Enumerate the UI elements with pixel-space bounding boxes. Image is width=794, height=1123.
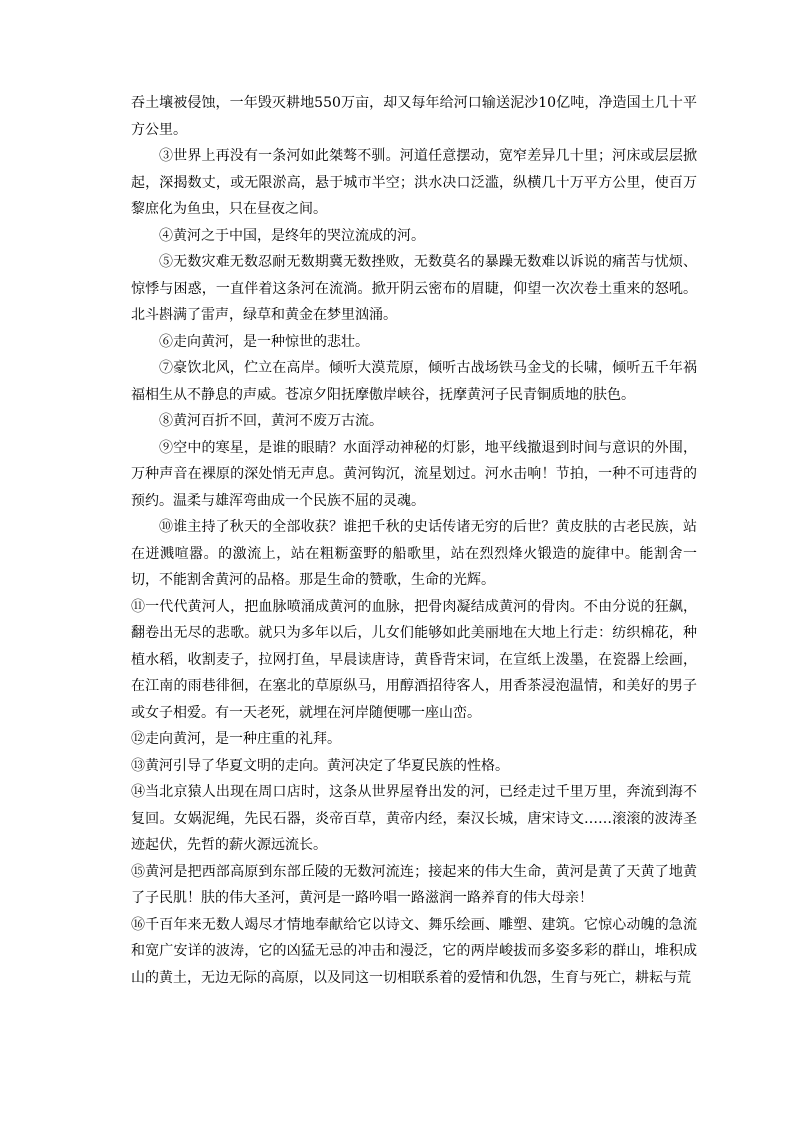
- paragraph-4: ④黄河之于中国，是终年的哭泣流成的河。: [159, 227, 425, 244]
- paragraph-1: 吞土壤被侵蚀，一年毁灭耕地550万亩，却又每年给河口输送泥沙10亿吨，净造国土几十平方公里。: [131, 95, 697, 138]
- paragraph-14: ⑭当北京猿人出现在周口店时，这条从世界屋脊出发的河，已经走过千里万里，奔流到海不复回。女娲泥绳，先民石器，炎帝百草，黄帝内经，秦汉长城，唐宋诗文……滚滚的波涛圣迹起伏，先哲的薪火源远流长。: [131, 784, 697, 853]
- paragraph-6: ⑥走向黄河，是一种惊世的悲壮。: [159, 333, 369, 350]
- paragraph-13: ⑬黄河引导了华夏文明的走向。黄河决定了华夏民族的性格。: [131, 757, 509, 774]
- paragraph-10: ⑩谁主持了秋天的全部收获？谁把千秋的史话传诸无穷的后世？黄皮肤的古老民族，站在迸溅喧嚣。的激流上，站在粗粝蛮野的船歌里，站在烈烈烽火锻造的旋律中。能割舍一切，不能割舍黄河的品格。那是生命的赞歌，生命的光辉。: [131, 519, 697, 588]
- paragraph-3: ③世界上再没有一条河如此桀骜不驯。河道任意摆动，宽窄差异几十里；河床或层层掀起，深揭数丈，或无限淤高，悬于城市半空；洪水决口泛滥，纵横几十万平方公里，使百万黎庶化为鱼虫，只在昼夜之间。: [131, 148, 697, 217]
- paragraph-9: ⑨空中的寒星，是谁的眼睛？水面浮动神秘的灯影，地平线撤退到时间与意识的外围，万种声音在裸原的深处悄无声息。黄河钩沉，流星划过。河水击响！节拍，一种不可违背的预约。温柔与雄浑弯曲成一个民族不屈的灵魂。: [131, 439, 697, 509]
- paragraph-8: ⑧黄河百折不回，黄河不废万古流。: [159, 413, 383, 429]
- paragraph-16: ⑯千百年来无数人竭尽才情地奉献给它以诗文、舞乐绘画、雕塑、建筑。它惊心动魄的急流和宽广安详的波涛，它的凶猛无忌的冲击和漫泛，它的两岸峻拔而多姿多彩的群山，堆积成山的黄土，无边无际的高原，以及同这一切相联系着的爱情和仇怨，生育与死亡，耕耘与荒: [131, 916, 697, 986]
- paragraph-15: ⑮黄河是把西部高原到东部丘陵的无数河流连；接起来的伟大生命，黄河是黄了天黄了地黄了子民肌！肤的伟大圣河，黄河是一路吟唱一路滋润一路养育的伟大母亲！: [131, 863, 697, 906]
- paragraph-7: ⑦豪饮北风，伫立在高岸。倾听大漠荒原，倾听古战场铁马金戈的长啸，倾听五千年祸福相生从不静息的声威。苍凉夕阳抚摩傲岸峡谷，抚摩黄河子民青铜质地的肤色。: [131, 360, 697, 403]
- paragraph-11: ⑪一代代黄河人，把血脉喷涌成黄河的血脉，把骨肉凝结成黄河的骨肉。不由分说的狂飙，翻卷出无尽的悲歌。就只为多年以后，儿女们能够如此美丽地在大地上行走：纺织棉花，种植水稻，收割麦子，拉网打鱼，早晨读唐诗，黄昏背宋词，在宣纸上泼墨，在瓷器上绘画，在江南的雨巷徘徊，在塞北的草原纵马，用醇酒招待客人，用香茶浸泡温情，和美好的男子或女子相爱。有一天老死，就埋在河岸随便哪一座山峦。: [131, 598, 697, 721]
- paragraph-12: ⑫走向黄河，是一种庄重的礼拜。: [131, 731, 341, 747]
- text-body: [131, 90, 697, 991]
- paragraph-5: ⑤无数灾难无数忍耐无数期冀无数挫败，无数莫名的暴躁无数难以诉说的痛苦与忧烦、惊悸与困惑，一直伴着这条河在流淌。掀开阴云密布的眉睫，仰望一次次卷土重来的怒吼。北斗斟满了雷声，绿草和黄金在梦里汹涌。: [131, 254, 697, 323]
